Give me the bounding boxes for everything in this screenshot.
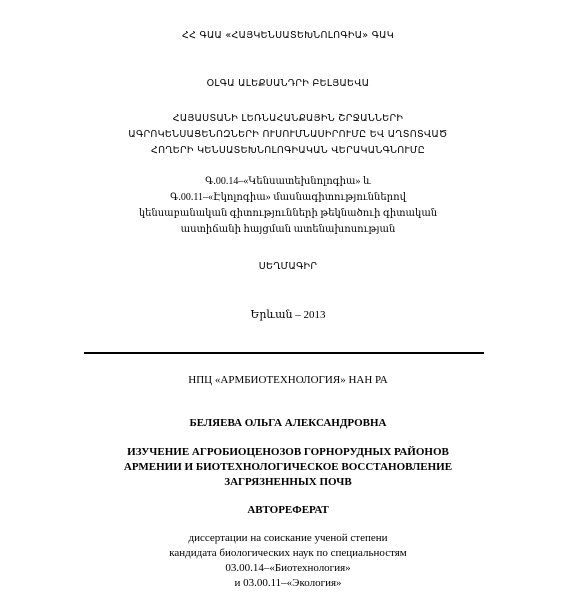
russian-degree-line-1: диссертации на соискание ученой степени xyxy=(188,532,388,544)
armenian-place-year: Երևան – 2013 xyxy=(250,309,326,321)
russian-title-line-3: ЗАГРЯЗНЕННЫХ ПОЧВ xyxy=(224,476,352,488)
armenian-degree-line-2: Գ.00.11–«Էկոլոգիա» մասնագիտություններով xyxy=(170,192,406,203)
armenian-degree-line-1: Գ.00.14–«Կենսատեխնոլոգիա» և xyxy=(205,176,371,187)
armenian-organization: ՀՀ ԳԱԱ «ՀԱՅԿԵՆՍԱՏԵԽՆՈԼՈԳԻԱ» ԳԱԿ xyxy=(181,30,395,41)
armenian-document-type: ՍԵՂՄԱԳԻՐ xyxy=(258,261,318,272)
russian-title-line-1: ИЗУЧЕНИЕ АГРОБИОЦЕНОЗОВ ГОРНОРУДНЫХ РАЙОНОВ xyxy=(127,446,449,458)
russian-author-name: БЕЛЯЕВА ОЛЬГА АЛЕКСАНДРОВНА xyxy=(189,417,387,429)
armenian-title-line-1: ՀԱՅԱՍՏԱՆԻ ԼԵՌՆԱՀԱՆՔԱՅԻՆ ՇՐՋԱՆՆԵՐԻ xyxy=(172,113,404,124)
russian-degree-line-4: и 03.00.11–«Экология» xyxy=(234,577,342,589)
russian-organization: НПЦ «АРМБИОТЕХНОЛОГИЯ» НАН РА xyxy=(188,374,388,386)
armenian-author-name: ՕԼԳԱ ԱԼԵՔՍԱՆԴՐԻ ԲԵԼՅԱԵՎԱ xyxy=(206,78,370,89)
russian-degree-line-3: 03.00.14–«Биотехнология» xyxy=(225,562,351,574)
armenian-title-line-3: ՀՈՂԵՐԻ ԿԵՆՍԱՏԵԽՆՈԼՈԳԻԱԿԱՆ ՎԵՐԱԿԱՆԳՆՈՒՄԸ xyxy=(150,145,426,156)
russian-title-line-2: АРМЕНИИ И БИОТЕХНОЛОГИЧЕСКОЕ ВОССТАНОВЛЕНИЕ xyxy=(123,461,453,473)
armenian-degree-line-3: կենսաբանական գիտությունների թեկնածուի գիտական xyxy=(138,208,438,219)
section-divider xyxy=(84,352,484,354)
russian-degree-line-2: кандидата биологических наук по специальностям xyxy=(169,547,407,559)
armenian-title-line-2: ԱԳՐՈԿԵՆՍԱՑԵՆՈԶՆԵՐԻ ՈՒՍՈՒՄՆԱՍԻՐՈՒՄԸ ԵՎ ԱՂՏՈՏՎԱԾ xyxy=(128,129,448,140)
armenian-degree-line-4: աստիճանի հայցման ատենախոսության xyxy=(180,224,396,235)
russian-document-type: АВТОРЕФЕРАТ xyxy=(247,504,329,516)
